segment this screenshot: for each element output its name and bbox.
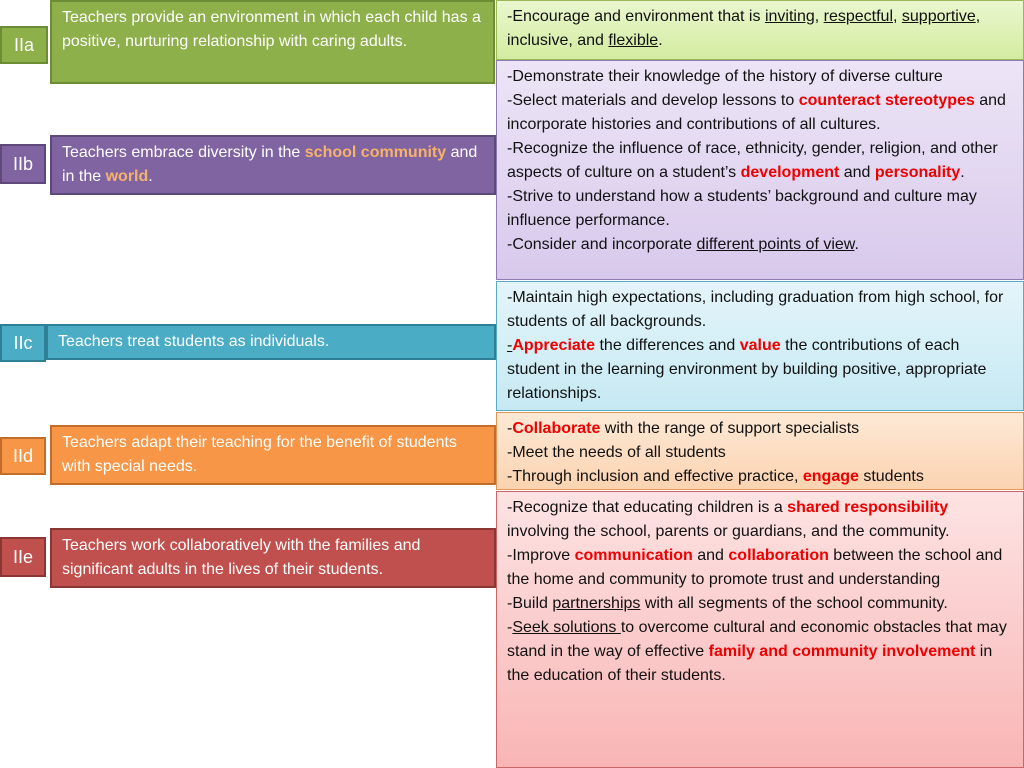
emphasis-text: school community [304,144,447,161]
emphasis-text: world [105,168,149,185]
detail-line [507,185,1013,233]
section-title-iie: Teachers work collaboratively with the families and significant adults in the lives of their students. [50,528,496,588]
text-run: , [893,8,902,25]
detail-line [507,465,1013,489]
text-run: between the school and the home and community to promote trust and understanding [507,547,1003,588]
underlined-text: different points of view [696,236,855,253]
text-run: and incorporate histories and contributions of all cultures. [507,92,1006,133]
text-run: - [507,619,513,636]
text-run: Teachers embrace diversity in the [62,144,305,161]
highlight-text: Appreciate [512,337,596,354]
text-run: the differences and [595,337,740,354]
section-title-iic: Teachers treat students as individuals. [46,324,496,360]
text-run: -Through inclusion and effective practice, [507,468,803,485]
detail-line [507,89,1013,137]
detail-line [507,441,1013,465]
text-run: the contributions of each student in the learning environment by building positive, appropriate relationships. [507,337,987,402]
underlined-text: - [507,337,513,354]
section-title-iid: Teachers adapt their teaching for the benefit of students with special needs. [50,425,496,485]
detail-line [507,544,1013,592]
detail-line [507,5,1013,53]
section-tag-iib: IIb [0,144,46,184]
text-run: and [692,547,729,564]
section-details-iic [496,281,1024,411]
text-run: , [814,8,824,25]
highlight-text: counteract stereotypes [798,92,975,109]
section-tag-iie: IIe [0,537,46,577]
underlined-text: flexible [608,32,659,49]
underlined-text: partnerships [552,595,641,612]
text-run: in the education of their students. [507,643,993,684]
text-run: , inclusive, and [507,8,981,49]
highlight-text: communication [574,547,693,564]
text-run: -Improve [507,547,575,564]
text-run: . [854,236,859,253]
text-run: -Demonstrate their knowledge of the history of diverse culture [507,68,943,85]
detail-line [507,592,1013,616]
highlight-text: Collaborate [512,420,601,437]
underlined-text: supportive [901,8,976,25]
detail-line [507,616,1013,688]
highlight-text: shared responsibility [787,499,949,516]
text-run: with the range of support specialists [600,420,860,437]
text-run: - [507,420,513,437]
text-run: and in the [62,144,478,185]
text-run: -Build [507,595,553,612]
text-run: . [658,32,663,49]
text-run: -Recognize that educating children is a [507,499,788,516]
text-run: -Select materials and develop lessons to [507,92,799,109]
detail-line [507,417,1013,441]
highlight-text: development [740,164,840,181]
highlight-text: collaboration [728,547,829,564]
text-run: and [839,164,875,181]
section-title-iia: Teachers provide an environment in which each child has a positive, nurturing relationship with caring adults. [50,0,495,84]
underlined-text: Seek solutions [512,619,621,636]
text-run: with all segments of the school community. [640,595,948,612]
section-details-iib [496,60,1024,280]
text-run: involving the school, parents or guardians, and the community. [507,523,950,540]
underlined-text: inviting [764,8,815,25]
detail-line [507,496,1013,544]
highlight-text: family and community involvement [708,643,976,660]
text-run: -Strive to understand how a students’ background and culture may influence performance. [507,188,977,229]
section-tag-iid: IId [0,437,46,475]
text-run: students [858,468,924,485]
highlight-text: engage [802,468,859,485]
section-tag-iic: IIc [0,324,46,362]
section-details-iid [496,412,1024,490]
text-run: -Encourage and environment that is [507,8,765,25]
section-title-iib [50,135,496,195]
text-run: . [148,168,153,185]
detail-line [507,137,1013,185]
text-run: -Consider and incorporate [507,236,697,253]
section-details-iia [496,0,1024,60]
text-run: . [960,164,965,181]
detail-line [507,65,1013,89]
section-details-iie [496,491,1024,768]
text-run: -Meet the needs of all students [507,444,726,461]
section-tag-iia: IIa [0,26,48,64]
underlined-text: respectful [823,8,894,25]
highlight-text: value [739,337,781,354]
detail-line [507,334,1013,406]
detail-line [507,233,1013,257]
detail-line [507,286,1013,334]
text-run: -Recognize the influence of race, ethnicity, gender, religion, and other aspects of culture on a student’s [507,140,998,181]
text-run: to overcome cultural and economic obstacles that may stand in the way of effective [507,619,1007,660]
text-run: -Maintain high expectations, including graduation from high school, for students of all backgrounds. [507,289,1004,330]
highlight-text: personality [874,164,961,181]
